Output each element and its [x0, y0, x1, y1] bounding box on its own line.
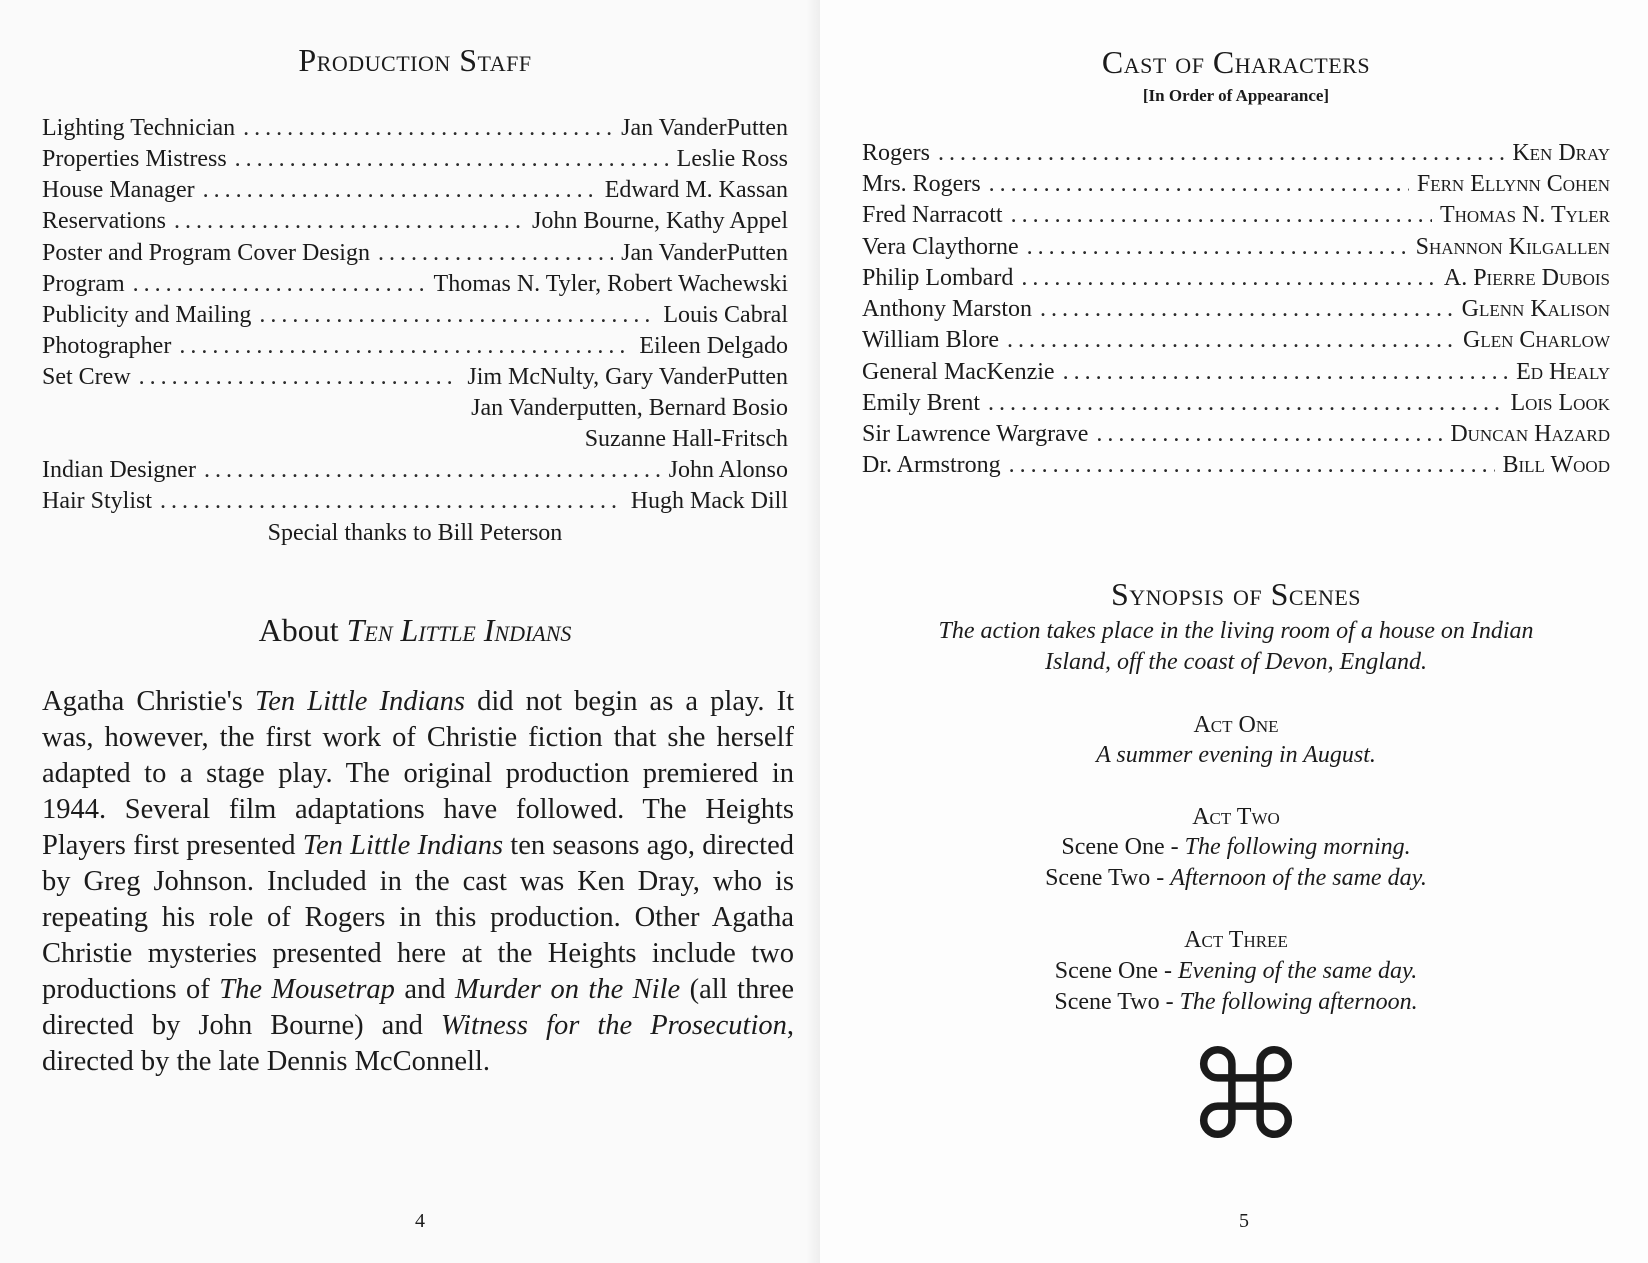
cast-row	[862, 265, 1610, 296]
staff-row	[42, 240, 788, 271]
staff-name: Eileen Delgado	[639, 333, 788, 359]
about-paragraph	[42, 684, 794, 1080]
scene-label: Scene One -	[1054, 958, 1178, 984]
character-name: William Blore	[862, 327, 1000, 353]
staff-name: John Bourne, Kathy Appel	[532, 208, 788, 234]
cast-row	[862, 234, 1610, 265]
staff-name: Edward M. Kassan	[604, 177, 788, 203]
about-title-play: Ten Little Indians	[346, 612, 572, 648]
leader-dots	[989, 171, 1409, 198]
scene-label: Scene Two -	[1054, 989, 1180, 1015]
cast-row	[862, 171, 1610, 202]
scene-label: Scene Two -	[1045, 865, 1171, 891]
staff-role: Program	[42, 271, 125, 297]
actor-name: Ken Dray	[1512, 140, 1610, 166]
actor-name: Glenn Kalison	[1461, 296, 1610, 322]
leader-dots	[203, 177, 597, 204]
scene-desc: The following afternoon.	[1179, 989, 1418, 1015]
leader-dots	[378, 240, 613, 267]
staff-row	[42, 364, 788, 395]
leader-dots	[1021, 265, 1436, 292]
character-name: Fred Narracott	[862, 202, 1003, 228]
leader-dots	[179, 333, 631, 360]
act-three-heading: Act Three	[1184, 927, 1288, 953]
set-crew-continued: Suzanne Hall-Fritsch	[584, 426, 788, 452]
staff-row	[42, 333, 788, 364]
staff-row	[42, 208, 788, 239]
actor-name: Lois Look	[1510, 390, 1610, 416]
scene-line	[862, 834, 1610, 861]
scene-line	[862, 958, 1610, 985]
staff-name: Hugh Mack Dill	[630, 488, 788, 514]
leader-dots	[259, 302, 655, 329]
special-thanks: Special thanks to Bill Peterson	[267, 520, 563, 546]
about-text: , directed by the late Dennis McConnell.	[42, 1010, 794, 1077]
cast-heading: Cast of Characters	[1101, 44, 1371, 80]
staff-role: Lighting Technician	[42, 115, 236, 141]
staff-role: Properties Mistress	[42, 146, 227, 172]
about-title-prefix: About	[258, 612, 339, 648]
production-staff-heading: Production Staff	[298, 42, 532, 78]
staff-role: Indian Designer	[42, 457, 196, 483]
actor-name: Shannon Kilgallen	[1415, 234, 1610, 260]
scene-line	[862, 865, 1610, 892]
setting-line: The action takes place in the living room of a house on Indian	[938, 618, 1534, 644]
about-title-ref: Ten Little Indians	[254, 686, 465, 717]
cast-row	[862, 202, 1610, 233]
cast-row	[862, 327, 1610, 358]
staff-role: Hair Stylist	[42, 488, 153, 514]
cast-row	[862, 140, 1610, 171]
actor-name: Thomas N. Tyler	[1439, 202, 1610, 228]
character-name: Dr. Armstrong	[862, 452, 1001, 478]
character-name: General MacKenzie	[862, 359, 1055, 385]
place-of-interest-knot-icon	[1199, 1045, 1293, 1139]
leader-dots	[204, 457, 661, 484]
about-title-ref: The Mousetrap	[219, 974, 395, 1005]
actor-name: Glen Charlow	[1463, 327, 1610, 353]
about-text: Agatha Christie's	[42, 686, 255, 717]
about-title-ref: Ten Little Indians	[302, 830, 504, 861]
character-name: Mrs. Rogers	[862, 171, 981, 197]
character-name: Sir Lawrence Wargrave	[862, 421, 1089, 447]
staff-row	[42, 488, 788, 519]
about-heading	[42, 612, 788, 649]
staff-name: Leslie Ross	[676, 146, 788, 172]
scene-desc: Evening of the same day.	[1178, 958, 1418, 984]
page-number-left: 4	[415, 1210, 425, 1232]
leader-dots	[1063, 359, 1509, 386]
setting-line: Island, off the coast of Devon, England.	[1045, 649, 1427, 675]
staff-role: House Manager	[42, 177, 195, 203]
staff-name: Thomas N. Tyler, Robert Wachewski	[433, 271, 788, 297]
character-name: Philip Lombard	[862, 265, 1014, 291]
actor-name: Ed Healy	[1516, 359, 1610, 385]
cast-row	[862, 452, 1610, 483]
about-title-ref: Murder on the Nile	[454, 974, 681, 1005]
staff-row	[42, 302, 788, 333]
leader-dots	[988, 390, 1502, 417]
staff-name: Jan VanderPutten	[621, 115, 788, 141]
character-name: Anthony Marston	[862, 296, 1032, 322]
staff-role: Photographer	[42, 333, 172, 359]
actor-name: Duncan Hazard	[1450, 421, 1610, 447]
about-text: did not begin as a play. It was, however, the first work of Christie fiction that she herself adapted to a stage play. The original production premiered in 1944. Several film adaptations have followed. The Heights Players first presented	[42, 686, 795, 861]
staff-name: Jim McNulty, Gary VanderPutten	[467, 364, 788, 390]
leader-dots	[243, 115, 613, 142]
act-two-heading: Act Two	[1192, 804, 1280, 830]
staff-role: Publicity and Mailing	[42, 302, 252, 328]
leader-dots	[1027, 234, 1408, 261]
staff-role: Reservations	[42, 208, 166, 234]
act-one-heading: Act One	[1193, 712, 1279, 738]
actor-name: Bill Wood	[1502, 452, 1610, 478]
leader-dots	[1011, 202, 1432, 229]
scene-desc: Afternoon of the same day.	[1170, 865, 1427, 891]
staff-name: Louis Cabral	[663, 302, 788, 328]
leader-dots	[160, 488, 623, 515]
leader-dots	[133, 271, 426, 298]
cast-row	[862, 296, 1610, 327]
about-title-ref: Witness for the Prosecution	[440, 1010, 787, 1041]
cast-row	[862, 390, 1610, 421]
leader-dots	[1007, 327, 1455, 354]
leader-dots	[174, 208, 524, 235]
staff-row	[42, 457, 788, 488]
staff-row	[42, 177, 788, 208]
left-page	[0, 0, 820, 1263]
character-name: Rogers	[862, 140, 930, 166]
act-one-desc: A summer evening in August.	[1096, 742, 1376, 768]
staff-name: John Alonso	[668, 457, 788, 483]
synopsis-heading: Synopsis of Scenes	[1110, 576, 1362, 612]
leader-dots	[235, 146, 669, 173]
scene-desc: The following morning.	[1184, 834, 1411, 860]
staff-row	[42, 115, 788, 146]
about-text: ten seasons ago, directed by Greg Johnson. Included in the cast was Ken Dray, who is repeating his role of Rogers in this production. Other Agatha Christie mysteries presented here at the Heights include two productions of	[42, 830, 794, 1005]
set-crew-continued: Jan Vanderputten, Bernard Bosio	[471, 395, 788, 421]
staff-name: Jan VanderPutten	[621, 240, 788, 266]
page-number-right: 5	[1239, 1210, 1249, 1232]
about-text: and	[394, 974, 455, 1005]
cast-subheading: [In Order of Appearance]	[1142, 86, 1330, 105]
leader-dots	[1040, 296, 1454, 323]
staff-role: Poster and Program Cover Design	[42, 240, 370, 266]
about-text: (all three directed by John Bourne) and	[42, 974, 795, 1041]
staff-row	[42, 271, 788, 302]
staff-role: Set Crew	[42, 364, 131, 390]
leader-dots	[1096, 421, 1442, 448]
scene-label: Scene One -	[1061, 834, 1185, 860]
actor-name: A. Pierre Dubois	[1443, 265, 1610, 291]
leader-dots	[1009, 452, 1495, 479]
staff-row	[42, 146, 788, 177]
character-name: Vera Claythorne	[862, 234, 1019, 260]
leader-dots	[938, 140, 1504, 167]
cast-row	[862, 359, 1610, 390]
actor-name: Fern Ellynn Cohen	[1416, 171, 1610, 197]
scene-line	[862, 989, 1610, 1016]
cast-row	[862, 421, 1610, 452]
leader-dots	[139, 364, 460, 391]
character-name: Emily Brent	[862, 390, 980, 416]
